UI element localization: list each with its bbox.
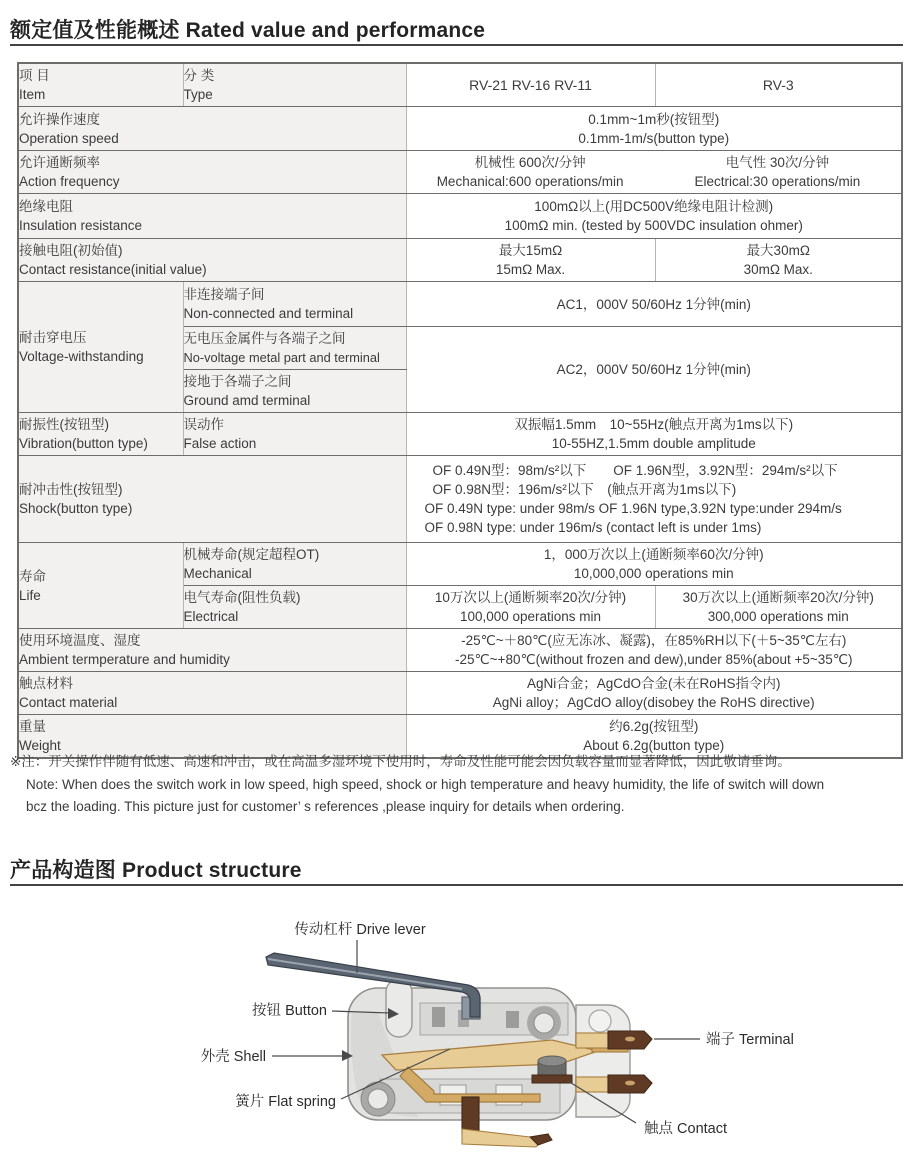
cell-line: 10-55HZ,1.5mm double amplitude	[551, 436, 756, 451]
cell-line: AC1，000V 50/60Hz 1分钟(min)	[556, 296, 751, 312]
cell-line: Insulation resistance	[19, 218, 143, 233]
rated-value-title: 额定值及性能概述 Rated value and performance	[10, 19, 486, 42]
life-item	[18, 543, 183, 629]
cell-line: 10万次以上(通断频率20次/分钟)	[434, 590, 627, 605]
contact-resistance-rv-group	[406, 239, 655, 282]
life-mechanical-value	[406, 543, 902, 586]
product-structure-diagram	[0, 893, 916, 1174]
cell-line: -25℃~＋80℃(应无冻冰、凝露)，在85%RH以下(＋5~35℃左右)	[461, 633, 847, 648]
cell-line: Shock(button type)	[19, 501, 133, 516]
row-ambient	[18, 629, 902, 672]
header-rv3-cell	[655, 63, 902, 107]
cell-line: Ground amd terminal	[183, 393, 311, 408]
shock-item	[18, 456, 406, 543]
contact-top	[538, 1056, 566, 1066]
cell-line: 双振幅1.5mm 10~55Hz(触点开离为1ms以下)	[514, 417, 794, 432]
cell-line: 约6.2g(按钮型)	[609, 719, 699, 734]
cell-line: 触点材料	[19, 676, 73, 691]
life-electrical-rv-group	[406, 586, 655, 629]
cell-line: Weight	[19, 738, 61, 753]
cell-line: Action frequency	[19, 174, 120, 189]
row-insulation	[18, 194, 902, 239]
voltage-sub3-type	[183, 370, 406, 413]
cell-line: OF 0.98N型：196m/s²以下 (触点开离为1ms以下)	[432, 482, 737, 497]
cell-line: About 6.2g(button type)	[583, 738, 725, 753]
cell-line: 100mΩ min. (tested by 500VDC insulation ohmer)	[504, 218, 803, 233]
cell-line: 300,000 operations min	[707, 609, 849, 624]
cell-line: False action	[183, 436, 257, 451]
cutaway-slot	[432, 1007, 445, 1027]
contact-base	[532, 1075, 572, 1083]
cell-line: 30万次以上(通断频率20次/分钟)	[682, 590, 874, 605]
cell-line: 接触电阻(初始值)	[19, 243, 123, 258]
cell-line: Ambient termperature and humidity	[19, 652, 230, 667]
life-mechanical-type	[183, 543, 406, 586]
cell-line: AgNi alloy；AgCdO alloy(disobey the RoHS directive)	[492, 695, 815, 710]
cutaway-slot	[506, 1011, 519, 1028]
voltage-value-1	[406, 282, 902, 327]
cell-line: Contact resistance(initial value)	[19, 262, 207, 277]
contact-label: 触点 Contact	[644, 1121, 727, 1137]
cell-line: Contact material	[19, 695, 118, 710]
cell-line: AgNi合金；AgCdO合金(未在RoHS指令内)	[526, 676, 781, 691]
cell-line: 电气性 30次/分钟	[725, 155, 830, 170]
cell-line: -25℃~+80℃(without frozen and dew),under 85%(about +5~35℃)	[455, 652, 853, 667]
shock-value	[406, 456, 902, 543]
cell-line: 100,000 operations min	[459, 609, 602, 624]
terminal-bottom-stem	[462, 1097, 479, 1133]
footnote-line-zh: ※注：开关操作伴随有低速、高速和冲击，或在高温多湿环境下使用时，寿命及性能可能会因负载容量而显著降低，因此敬请垂询。	[10, 754, 791, 769]
title-rule-2	[10, 884, 903, 886]
mounting-hole-top-inner	[534, 1013, 554, 1033]
cell-line: 重量	[19, 719, 46, 734]
product-structure-title: 产品构造图 Product structure	[10, 859, 302, 882]
header-rv-group: RV-21 RV-16 RV-11	[469, 77, 592, 93]
cell-line: Operation speed	[19, 130, 119, 146]
cell-line: 耐击穿电压	[19, 330, 87, 345]
cell-line: 允许操作速度	[19, 111, 100, 127]
row-life-mechanical	[18, 543, 902, 586]
cell-line: 绝缘电阻	[19, 199, 73, 214]
operation-speed-item	[18, 107, 406, 151]
cell-line: 30mΩ Max.	[743, 262, 813, 277]
contact-resistance-rv3	[655, 239, 902, 282]
title-rule-1	[10, 44, 903, 46]
action-frequency-mechanical	[407, 153, 654, 191]
action-frequency-electrical	[654, 153, 901, 191]
cell-line: 最大30mΩ	[746, 243, 810, 258]
insulation-value	[406, 194, 902, 239]
footnote	[10, 751, 910, 819]
cell-line: 0.1mm-1m/s(button type)	[578, 130, 730, 146]
cell-line: 15mΩ Max.	[495, 262, 566, 277]
row-contact-material	[18, 672, 902, 715]
cell-line: Life	[19, 587, 41, 603]
header-type-zh: 分 类	[183, 68, 215, 83]
life-electrical-rv3	[655, 586, 902, 629]
cell-line: 允许通断频率	[19, 155, 100, 170]
operation-speed-value	[406, 107, 902, 151]
footnote-line-en-1: Note: When does the switch work in low speed, high speed, shock or high temperature and heavy humidity, the life of switch will down	[26, 776, 825, 792]
voltage-value-2	[406, 327, 902, 413]
terminal-lower-hole	[625, 1081, 635, 1086]
row-shock	[18, 456, 902, 543]
cell-line: Non-connected and terminal	[183, 306, 354, 321]
cell-line: 最大15mΩ	[498, 243, 563, 258]
row-voltage-sub1	[18, 282, 902, 327]
button-plunger	[386, 979, 412, 1037]
cell-line: 耐振性(按钮型)	[19, 417, 109, 432]
row-vibration	[18, 413, 902, 456]
cell-line: 机械寿命(规定超程OT)	[183, 547, 320, 562]
vibration-value	[406, 413, 902, 456]
cell-line: 寿命	[19, 568, 46, 584]
cell-line: 0.1mm~1m秒(按钮型)	[588, 111, 720, 127]
spring-barrel	[589, 1010, 611, 1032]
table-header-row	[18, 63, 902, 107]
button-label: 按钮 Button	[252, 1003, 327, 1019]
cell-line: Electrical	[183, 609, 239, 624]
cell-line: 非连接端子间	[183, 287, 265, 302]
cell-line: 机械性 600次/分钟	[474, 155, 586, 170]
cell-line: OF 0.98N type: under 196m/s (contact left is under 1ms)	[424, 520, 762, 535]
vibration-item	[18, 413, 183, 456]
rated-value-table	[17, 62, 903, 759]
contact-material-item	[18, 672, 406, 715]
ambient-item	[18, 629, 406, 672]
cell-line: No-voltage metal part and terminal	[183, 350, 380, 365]
cell-line: Voltage-withstanding	[19, 349, 144, 364]
cell-line: 无电压金属件与各端子之间	[183, 331, 346, 346]
cell-line: 耐冲击性(按钮型)	[19, 482, 123, 497]
ambient-value	[406, 629, 902, 672]
terminal-upper-brass	[576, 1033, 610, 1048]
header-item-cell	[18, 63, 183, 107]
cell-line: OF 0.49N型：98m/s²以下 OF 1.96N型，3.92N型：294m/s²以下	[432, 463, 838, 478]
header-type-cell	[183, 63, 406, 107]
header-rv-group-cell	[406, 63, 655, 107]
cell-line: 使用环境温度、湿度	[19, 633, 141, 648]
cell-line: AC2，000V 50/60Hz 1分钟(min)	[556, 362, 751, 377]
row-operation-speed	[18, 107, 902, 151]
cell-line: OF 0.49N type: under 98m/s OF 1.96N type,3.92N type:under 294m/s	[424, 501, 842, 516]
action-frequency-value	[406, 151, 902, 194]
header-item-zh: 项 目	[19, 68, 50, 83]
cell-line: Vibration(button type)	[19, 436, 148, 451]
drive-lever-highlight	[268, 959, 462, 989]
cell-line: 接地于各端子之间	[183, 374, 292, 389]
cell-line: Mechanical:600 operations/min	[436, 174, 624, 189]
shell-label: 外壳 Shell	[200, 1049, 266, 1065]
life-electrical-type	[183, 586, 406, 629]
contact-material-value	[406, 672, 902, 715]
voltage-item	[18, 282, 183, 413]
cell-line: 1，000万次以上(通断频率60次/分钟)	[543, 547, 764, 562]
contact-resistance-item	[18, 239, 406, 282]
voltage-sub2-type	[183, 327, 406, 370]
insulation-item	[18, 194, 406, 239]
drive-lever-label: 传动杠杆 Drive lever	[294, 922, 426, 938]
row-contact-resistance	[18, 239, 902, 282]
row-action-frequency	[18, 151, 902, 194]
flat-spring-label: 簧片 Flat spring	[235, 1094, 336, 1110]
cell-line: Mechanical	[183, 566, 252, 581]
cell-line: 电气寿命(阻性负载)	[183, 590, 301, 605]
footnote-line-en-2: bcz the loading. This picture just for customer’ s references ,please inquiry for details when ordering.	[26, 799, 625, 814]
mounting-hole-bottom-inner	[368, 1089, 388, 1109]
voltage-sub1-type	[183, 282, 406, 327]
action-frequency-item	[18, 151, 406, 194]
header-type-en: Type	[183, 87, 213, 102]
terminal-upper-hole	[625, 1037, 635, 1042]
cell-line: 误动作	[183, 417, 224, 432]
terminal-label: 端子 Terminal	[706, 1032, 794, 1048]
header-rv3: RV-3	[762, 77, 794, 93]
cell-line: 10,000,000 operations min	[573, 566, 734, 581]
cell-line: Electrical:30 operations/min	[694, 174, 861, 189]
header-item-en: Item	[19, 87, 46, 102]
vibration-type	[183, 413, 406, 456]
cell-line: 100mΩ以上(用DC500V绝缘电阻计检测)	[534, 199, 774, 214]
